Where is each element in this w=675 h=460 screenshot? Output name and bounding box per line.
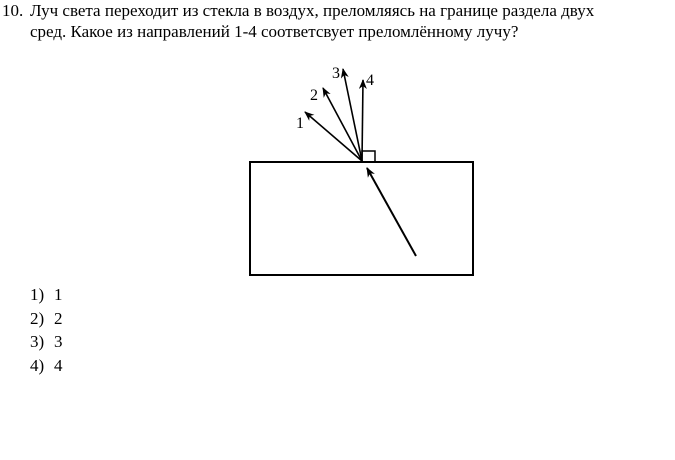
answer-marker: 1)	[30, 285, 45, 304]
question-number: 10.	[2, 1, 24, 20]
answer-option-4[interactable]	[30, 354, 63, 378]
direction-label-1: 1	[296, 115, 304, 132]
answer-marker: 2)	[30, 308, 45, 328]
question-line-2: сред. Какое из направлений 1-4 соответсвует преломлённому лучу?	[30, 22, 519, 41]
answer-value: 3	[54, 332, 63, 351]
question-line-1-text: Луч света переходит из стекла в воздух, преломляясь на границе раздела двух	[30, 1, 595, 20]
answer-value: 4	[54, 355, 63, 375]
direction-label-4: 4	[366, 72, 374, 89]
incident-ray	[367, 168, 416, 256]
answer-option-2[interactable]	[30, 307, 63, 331]
answer-marker: 3)	[30, 332, 45, 351]
direction-ray-4	[362, 80, 363, 161]
glass-block	[250, 162, 473, 275]
direction-ray-2	[323, 88, 362, 161]
answer-option-1[interactable]	[30, 283, 63, 307]
answer-value: 2	[54, 308, 63, 328]
direction-label-2: 2	[310, 87, 318, 104]
direction-label-3: 3	[332, 65, 340, 82]
answer-option-3[interactable]	[30, 330, 63, 354]
answer-marker: 4)	[30, 355, 45, 375]
answer-options	[30, 283, 63, 377]
right-angle-mark	[362, 151, 375, 162]
answer-value: 1	[54, 285, 63, 304]
